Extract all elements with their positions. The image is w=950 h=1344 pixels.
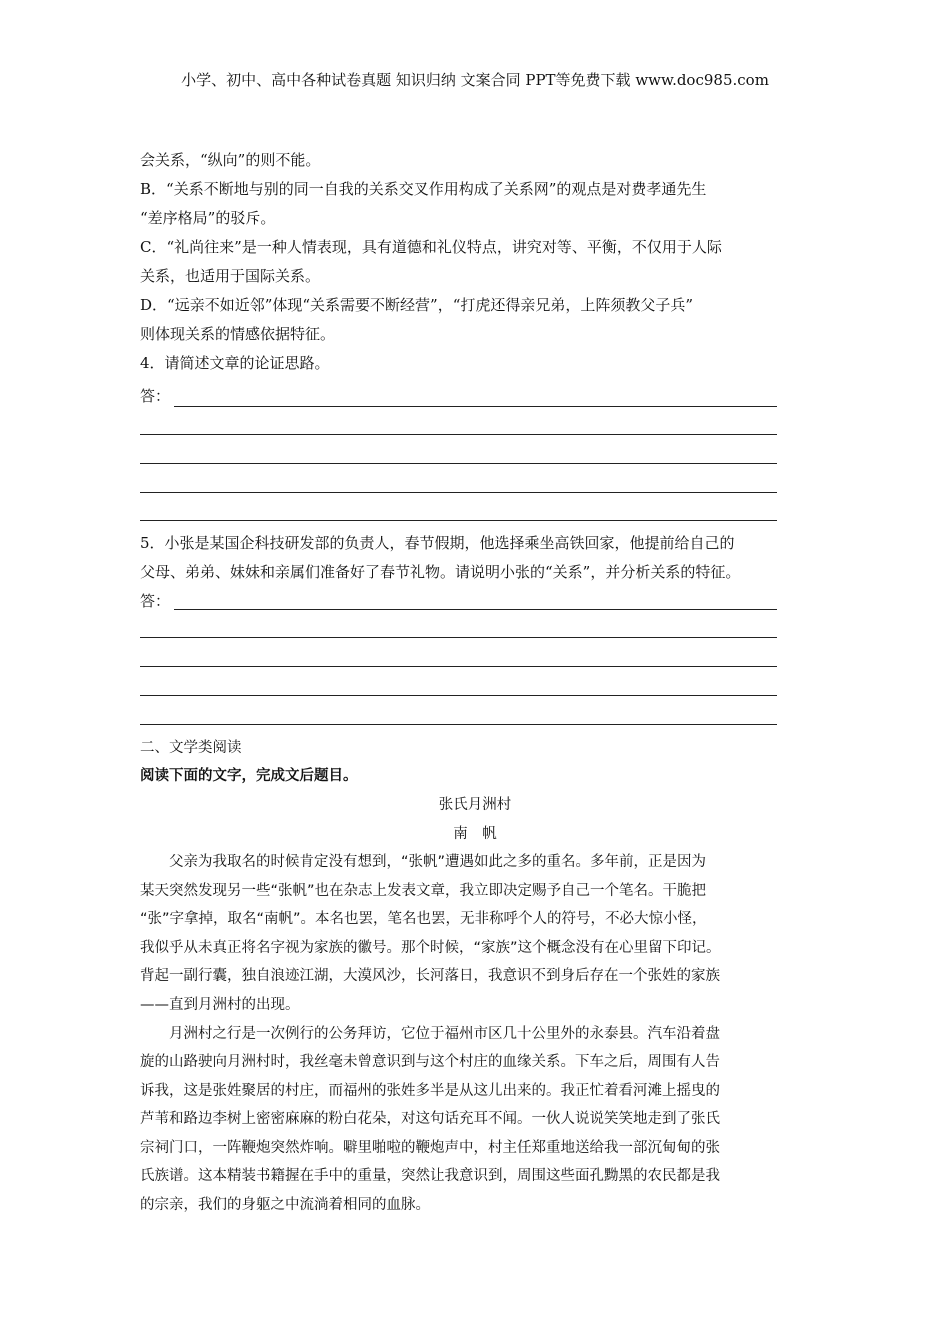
article-line: 芦苇和路边李树上密密麻麻的粉白花朵，对这句话充耳不闻。一伙人说说笑笑地走到了张氏 xyxy=(140,1111,720,1127)
article-line: 诉我，这是张姓聚居的村庄，而福州的张姓多半是从这儿出来的。我正忙着看河滩上摇曳的 xyxy=(140,1083,720,1099)
article-title: 张氏月洲村 xyxy=(438,797,512,813)
option-line: C．“礼尚往来”是一种人情表现，具有道德和礼仪特点，讲究对等、平衡，不仅用于人际 xyxy=(140,238,722,256)
article-line: 某天突然发现另一些“张帆”也在杂志上发表文章，我立即决定赐予自己一个笔名。干脆把 xyxy=(140,883,707,899)
option-line: 会关系，“纵向”的则不能。 xyxy=(140,151,321,169)
article-line: “张”字拿掉，取名“南帆”。本名也罢，笔名也罢，无非称呼个人的符号，不必大惊小怪， xyxy=(140,911,707,927)
article-line: 氏族谱。这本精装书籍握在手中的重量，突然让我意识到，周围这些面孔黝黑的农民都是我 xyxy=(140,1168,720,1184)
instruction: 阅读下面的文字，完成文后题目。 xyxy=(140,768,358,784)
answer-line[interactable] xyxy=(140,636,777,638)
option-line: 关系，也适用于国际关系。 xyxy=(140,267,321,285)
article-line: 父亲为我取名的时候肯定没有想到，“张帆”遭遇如此之多的重名。多年前，正是因为 xyxy=(140,854,707,870)
option-line: B．“关系不断地与别的同一自我的关系交叉作用构成了关系网”的观点是对费孝通先生 xyxy=(140,180,707,198)
answer-line[interactable] xyxy=(174,608,777,610)
answer-label: 答： xyxy=(140,387,171,405)
option-line: 则体现关系的情感依据特征。 xyxy=(140,325,336,343)
article-line: 宗祠门口，一阵鞭炮突然炸响。噼里啪啦的鞭炮声中，村主任郑重地送给我一部沉甸甸的张 xyxy=(140,1140,720,1156)
question-4: 4．请简述文章的论证思路。 xyxy=(140,354,330,372)
answer-line[interactable] xyxy=(140,433,777,435)
article-line: 月洲村之行是一次例行的公务拜访，它位于福州市区几十公里外的永泰县。汽车沿着盘 xyxy=(140,1026,720,1042)
article-author: 南 帆 xyxy=(453,826,497,842)
article-line: 我似乎从未真正将名字视为家族的徽号。那个时候，“家族”这个概念没有在心里留下印记。 xyxy=(140,940,721,956)
answer-line[interactable] xyxy=(140,723,777,725)
answer-label: 答： xyxy=(140,592,171,610)
answer-line[interactable] xyxy=(140,665,777,667)
article-line: ——直到月洲村的出现。 xyxy=(140,997,300,1013)
answer-line[interactable] xyxy=(140,519,777,521)
article-line: 的宗亲，我们的身躯之中流淌着相同的血脉。 xyxy=(140,1197,430,1213)
page-header: 小学、初中、高中各种试卷真题 知识归纳 文案合同 PPT等免费下载 www.doc985.com xyxy=(181,71,769,89)
article-line: 旋的山路驶向月洲村时，我丝毫未曾意识到与这个村庄的血缘关系。下车之后，周围有人告 xyxy=(140,1054,720,1070)
answer-line[interactable] xyxy=(140,694,777,696)
question-5-line: 5．小张是某国企科技研发部的负责人，春节假期，他选择乘坐高铁回家，他提前给自己的 xyxy=(140,534,735,552)
article-line: 背起一副行囊，独自浪迹江湖，大漠风沙，长河落日，我意识不到身后存在一个张姓的家族 xyxy=(140,968,720,984)
section-title: 二、文学类阅读 xyxy=(140,740,242,756)
answer-line[interactable] xyxy=(140,491,777,493)
question-5-line: 父母、弟弟、妹妹和亲属们准备好了春节礼物。请说明小张的“关系”，并分析关系的特征。 xyxy=(140,563,741,581)
answer-line[interactable] xyxy=(174,405,777,407)
option-line: D．“远亲不如近邻”体现“关系需要不断经营”，“打虎还得亲兄弟，上阵须教父子兵” xyxy=(140,296,694,314)
answer-line[interactable] xyxy=(140,462,777,464)
option-line: “差序格局”的驳斥。 xyxy=(140,209,276,227)
